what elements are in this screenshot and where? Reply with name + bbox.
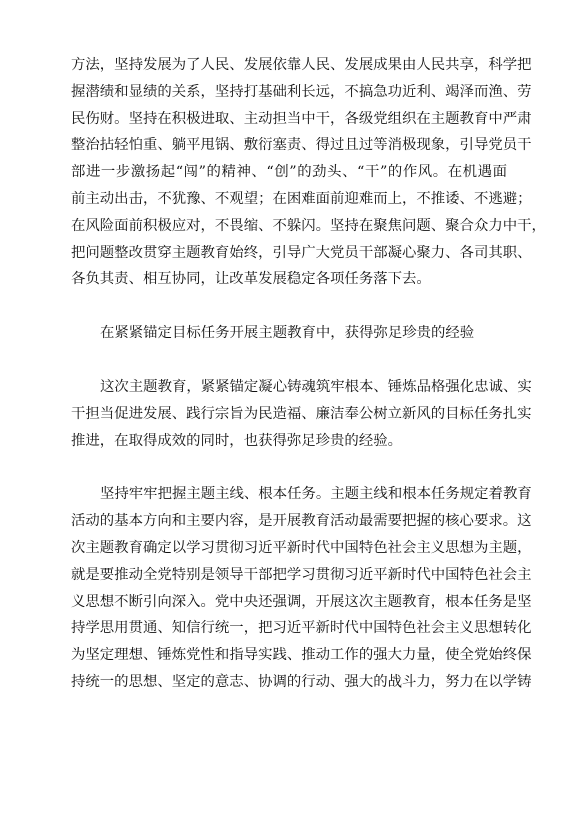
paragraph-3-line: 次主题教育确定以学习贯彻习近平新时代中国特色社会主义思想为主题， — [71, 539, 532, 556]
paragraph-1-line: 各负其责、相互协同，让改革发展稳定各项任务落下去。 — [71, 271, 431, 288]
paragraph-3 — [71, 481, 532, 695]
paragraph-2-line: 推进，在取得成效的同时，也获得弥足珍贵的经验。 — [71, 432, 402, 449]
paragraph-2-line: 干担当促进发展、践行宗旨为民造福、廉洁奉公树立新风的目标任务扎实 — [71, 405, 532, 422]
section-heading: 在紧紧锚定目标任务开展主题教育中，获得弥足珍贵的经验 — [100, 325, 475, 342]
paragraph-2 — [71, 374, 532, 454]
paragraph-1 — [71, 52, 546, 293]
paragraph-1-line: 整治拈轻怕重、躺平甩锅、敷衍塞责、得过且过等消极现象，引导党员干 — [71, 137, 532, 154]
paragraph-1-line: 握潜绩和显绩的关系，坚持打基础利长远，不搞急功近利、竭泽而渔、劳 — [71, 83, 532, 100]
paragraph-3-line: 坚持牢牢把握主题主线、根本任务。主题主线和根本任务规定着教育 — [100, 486, 532, 503]
paragraph-3-line: 持统一的思想、坚定的意志、协调的行动、强大的战斗力，努力在以学铸 — [71, 673, 532, 690]
paragraph-1-line: 民伤财。坚持在积极进取、主动担当中干，各级党组织在主题教育中严肃 — [71, 110, 532, 127]
paragraph-1-line: 前主动出击，不犹豫、不观望；在困难面前迎难而上，不推诿、不逃避； — [71, 190, 532, 207]
paragraph-3-line: 为坚定理想、锤炼党性和指导实践、推动工作的强大力量，使全党始终保 — [71, 647, 532, 664]
paragraph-1-line: 方法，坚持发展为了人民、发展依靠人民、发展成果由人民共享，科学把 — [71, 57, 532, 73]
paragraph-1-line: 部进一步激扬起“闯”的精神、“创”的劲头、“干”的作风。在机遇面 — [71, 164, 507, 181]
paragraph-1-line: 把问题整改贯穿主题教育始终，引导广大党员干部凝心聚力、各司其职、 — [71, 244, 532, 261]
paragraph-3-line: 活动的基本方向和主要内容，是开展教育活动最需要把握的核心要求。这 — [71, 513, 532, 530]
paragraph-3-line: 持学思用贯通、知信行统一，把习近平新时代中国特色社会主义思想转化 — [71, 620, 532, 637]
paragraph-3-line: 就是要推动全党特别是领导干部把学习贯彻习近平新时代中国特色社会主 — [71, 566, 532, 583]
paragraph-3-line: 义思想不断引向深入。党中央还强调，开展这次主题教育，根本任务是坚 — [71, 593, 532, 610]
document-page — [71, 52, 546, 723]
paragraph-2-line: 这次主题教育，紧紧锚定凝心铸魂筑牢根本、锤炼品格强化忠诚、实 — [100, 378, 532, 395]
paragraph-1-line: 在风险面前积极应对，不畏缩、不躲闪。坚持在聚焦问题、聚合众力中干， — [71, 217, 546, 234]
